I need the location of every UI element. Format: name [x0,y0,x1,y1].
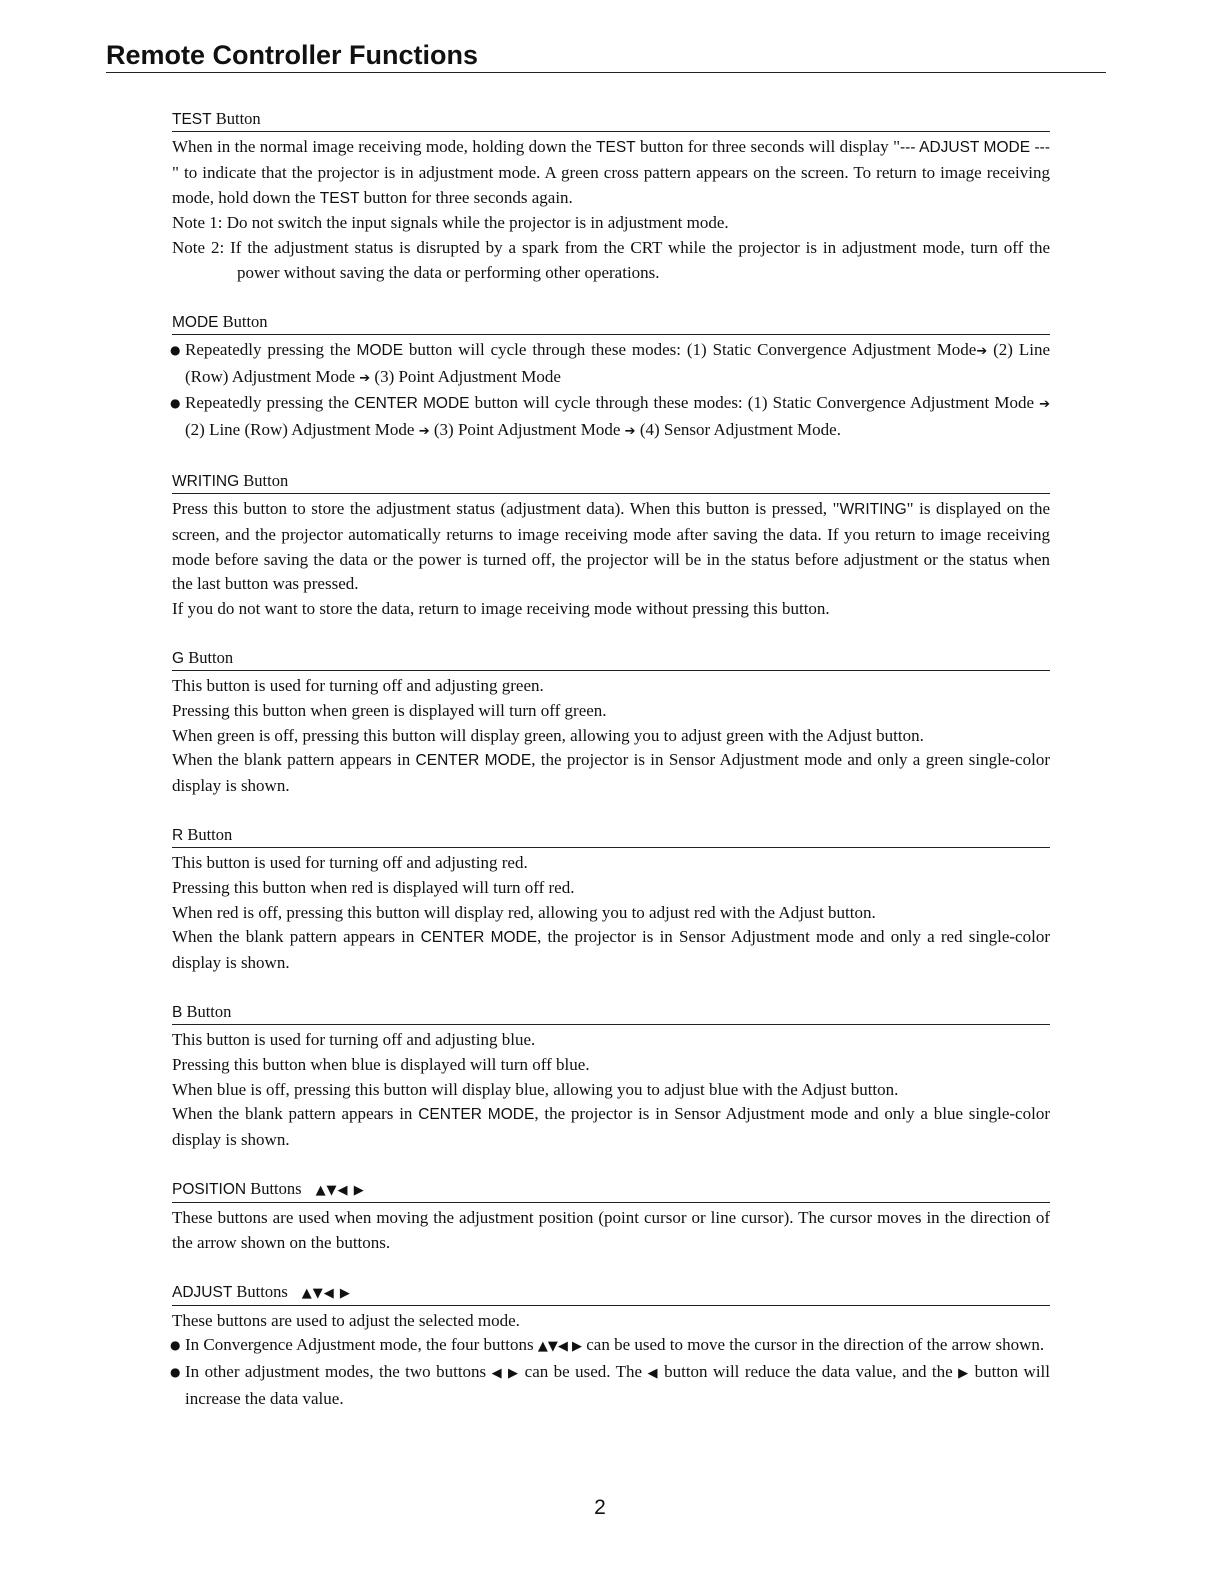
text-run: Repeatedly pressing the [185,339,357,359]
r-line-3: When red is off, pressing this button will display red, allowing you to adjust red with the Adjust button. [172,902,876,922]
text-run: Repeatedly pressing the [185,393,355,413]
text-run: When the blank pattern appears in [172,927,421,947]
keyword: TEST [319,189,360,207]
heading-text: Button [183,824,233,844]
r-line-1: This button is used for turning off and adjusting red. [172,852,528,872]
writing-paragraph-2: If you do not want to store the data, return to image receiving mode without pressing this button. [172,599,830,619]
section-r-button [172,824,1050,976]
text-run: can be used. The [519,1362,648,1382]
keyword: CENTER MODE [354,395,470,413]
heading-keyword: R [172,826,184,844]
keyword: CENTER MODE [415,752,532,770]
r-line-4 [172,925,1050,976]
text-run: When in the normal image receiving mode, holding down the [172,137,597,156]
r-line-2: Pressing this button when red is displayed will turn off red. [172,877,575,897]
right-arrow-icon: ▶ [958,1366,970,1382]
text-run: (3) Point Adjustment Mode [370,366,561,386]
text-run: When the blank pattern appears in [172,750,416,770]
keyword: --- ADJUST MODE --- [900,139,1050,156]
text-run: In other adjustment modes, the two buttons [185,1362,492,1382]
section-adjust-buttons [172,1281,1050,1412]
mode-bullet-2 [172,391,1050,445]
test-paragraph [172,135,1050,211]
heading-text: Button [239,470,289,490]
keyword: MODE [356,341,404,359]
heading-text: Button [182,1001,232,1021]
section-position-buttons [172,1178,1050,1256]
section-writing-button [172,470,1050,622]
section-heading-position [172,1178,1050,1203]
heading-text: Buttons [232,1281,288,1301]
arrow-keys-icon: ▲▼◀ ▶ [301,1285,351,1301]
text-run: button for three seconds will display " [635,137,901,156]
keyword: CENTER MODE [420,929,538,947]
text-run: In Convergence Adjustment mode, the four buttons [185,1335,538,1355]
adjust-bullet-2 [172,1360,1050,1412]
bullet-icon: ● [170,342,181,357]
b-line-2: Pressing this button when blue is displayed will turn off blue. [172,1054,590,1074]
text-run: , the projector is in Sensor Adjustment mode and only a red single-color display is shown. [172,927,1050,973]
g-line-2: Pressing this button when green is displayed will turn off green. [172,700,607,720]
arrow-right-icon: ➔ [624,424,636,440]
position-paragraph: These buttons are used when moving the adjustment position (point cursor or line cursor). The cursor moves in the direction of the arrow shown on the buttons. [172,1207,1050,1252]
b-line-1: This button is used for turning off and adjusting blue. [172,1029,536,1049]
bullet-icon: ● [170,1338,181,1353]
text-run: (4) Sensor Adjustment Mode. [635,420,841,440]
g-line-3: When green is off, pressing this button will display green, allowing you to adjust green with the Adjust button. [172,725,924,745]
section-b-button [172,1001,1050,1153]
text-run: , the projector is in Sensor Adjustment mode and only a green single-color display is shown. [172,750,1050,796]
text-run: When the blank pattern appears in [172,1104,419,1124]
g-line-1: This button is used for turning off and adjusting green. [172,675,544,695]
text-run: (2) Line (Row) Adjustment Mode [185,339,1050,386]
section-heading-g [172,647,1050,671]
test-note-1: Note 1: Do not switch the input signals while the projector is in adjustment mode. [172,213,729,233]
arrow-keys-icon: ▲▼◀ ▶ [537,1339,582,1355]
keyword: CENTER MODE [418,1106,535,1124]
heading-keyword: POSITION [172,1180,247,1198]
section-heading-test [172,108,1050,132]
section-g-button [172,647,1050,799]
text-run: button will cycle through these modes: (1) Static Convergence Adjustment Mode [469,393,1040,413]
g-line-4 [172,748,1050,799]
arrow-right-icon: ➔ [976,343,988,359]
page-title: Remote Controller Functions [106,38,1106,73]
heading-text: Button [211,109,261,128]
mode-bullet-1 [172,338,1050,392]
section-mode-button [172,311,1050,445]
section-heading-writing [172,470,1050,494]
text-run: button will increase the data value. [185,1362,1050,1408]
heading-keyword: TEST [172,111,212,128]
left-right-arrows-icon: ◀ ▶ [491,1366,520,1382]
keyword: WRITING [839,500,907,518]
heading-keyword: WRITING [172,472,240,490]
page-number: 2 [594,1496,606,1519]
heading-text: Buttons [246,1178,302,1198]
left-arrow-icon: ◀ [647,1366,659,1382]
test-note-2: Note 2: If the adjustment status is disrupted by a spark from the CRT while the projector is in adjustment mode, turn off the power without saving the data or performing other operations. [172,238,1050,282]
heading-text: Button [184,647,234,667]
keyword: TEST [596,139,636,156]
text-run: (2) Line (Row) Adjustment Mode [185,420,419,440]
b-line-3: When blue is off, pressing this button will display blue, allowing you to adjust blue with the Adjust button. [172,1079,899,1099]
adjust-line-1: These buttons are used to adjust the selected mode. [172,1310,520,1330]
section-heading-r [172,824,1050,848]
heading-text: Button [218,311,268,331]
text-run: button will reduce the data value, and the [658,1362,959,1382]
text-run: (3) Point Adjustment Mode [429,420,625,440]
text-run: can be used to move the cursor in the direction of the arrow shown. [581,1335,1045,1355]
section-test-button [172,108,1050,286]
text-run: " to indicate that the projector is in adjustment mode. A green cross pattern appears on the screen. To return to image receiving mode, hold down the [172,162,1050,207]
text-run: " is displayed on the screen, and the projector automatically returns to image receiving mode after saving the data. If you return to image receiving mode before saving the data or the power is turned off, the projector will be in the status before adjustment or the status when the last button was pressed. [172,498,1050,594]
arrow-right-icon: ➔ [1039,397,1050,413]
b-line-4 [172,1102,1050,1153]
text-run: button will cycle through these modes: (1) Static Convergence Adjustment Mode [403,339,977,359]
arrow-keys-icon: ▲▼◀ ▶ [315,1182,365,1198]
adjust-bullet-1 [172,1333,1050,1360]
heading-keyword: ADJUST [172,1283,233,1301]
bullet-icon: ● [170,396,181,411]
section-heading-mode [172,311,1050,335]
document-body [172,108,1050,1437]
bullet-icon: ● [170,1365,181,1380]
text-run: Press this button to store the adjustment status (adjustment data). When this button is pressed, " [172,498,840,518]
text-run: button for three seconds again. [359,187,573,207]
arrow-right-icon: ➔ [359,370,371,386]
text-run: , the projector is in Sensor Adjustment mode and only a blue single-color display is shown. [172,1104,1050,1150]
writing-paragraph [172,497,1050,597]
section-heading-b [172,1001,1050,1025]
heading-keyword: B [172,1003,183,1021]
heading-keyword: G [172,649,185,667]
heading-keyword: MODE [172,313,219,331]
section-heading-adjust [172,1281,1050,1306]
arrow-right-icon: ➔ [418,424,430,440]
